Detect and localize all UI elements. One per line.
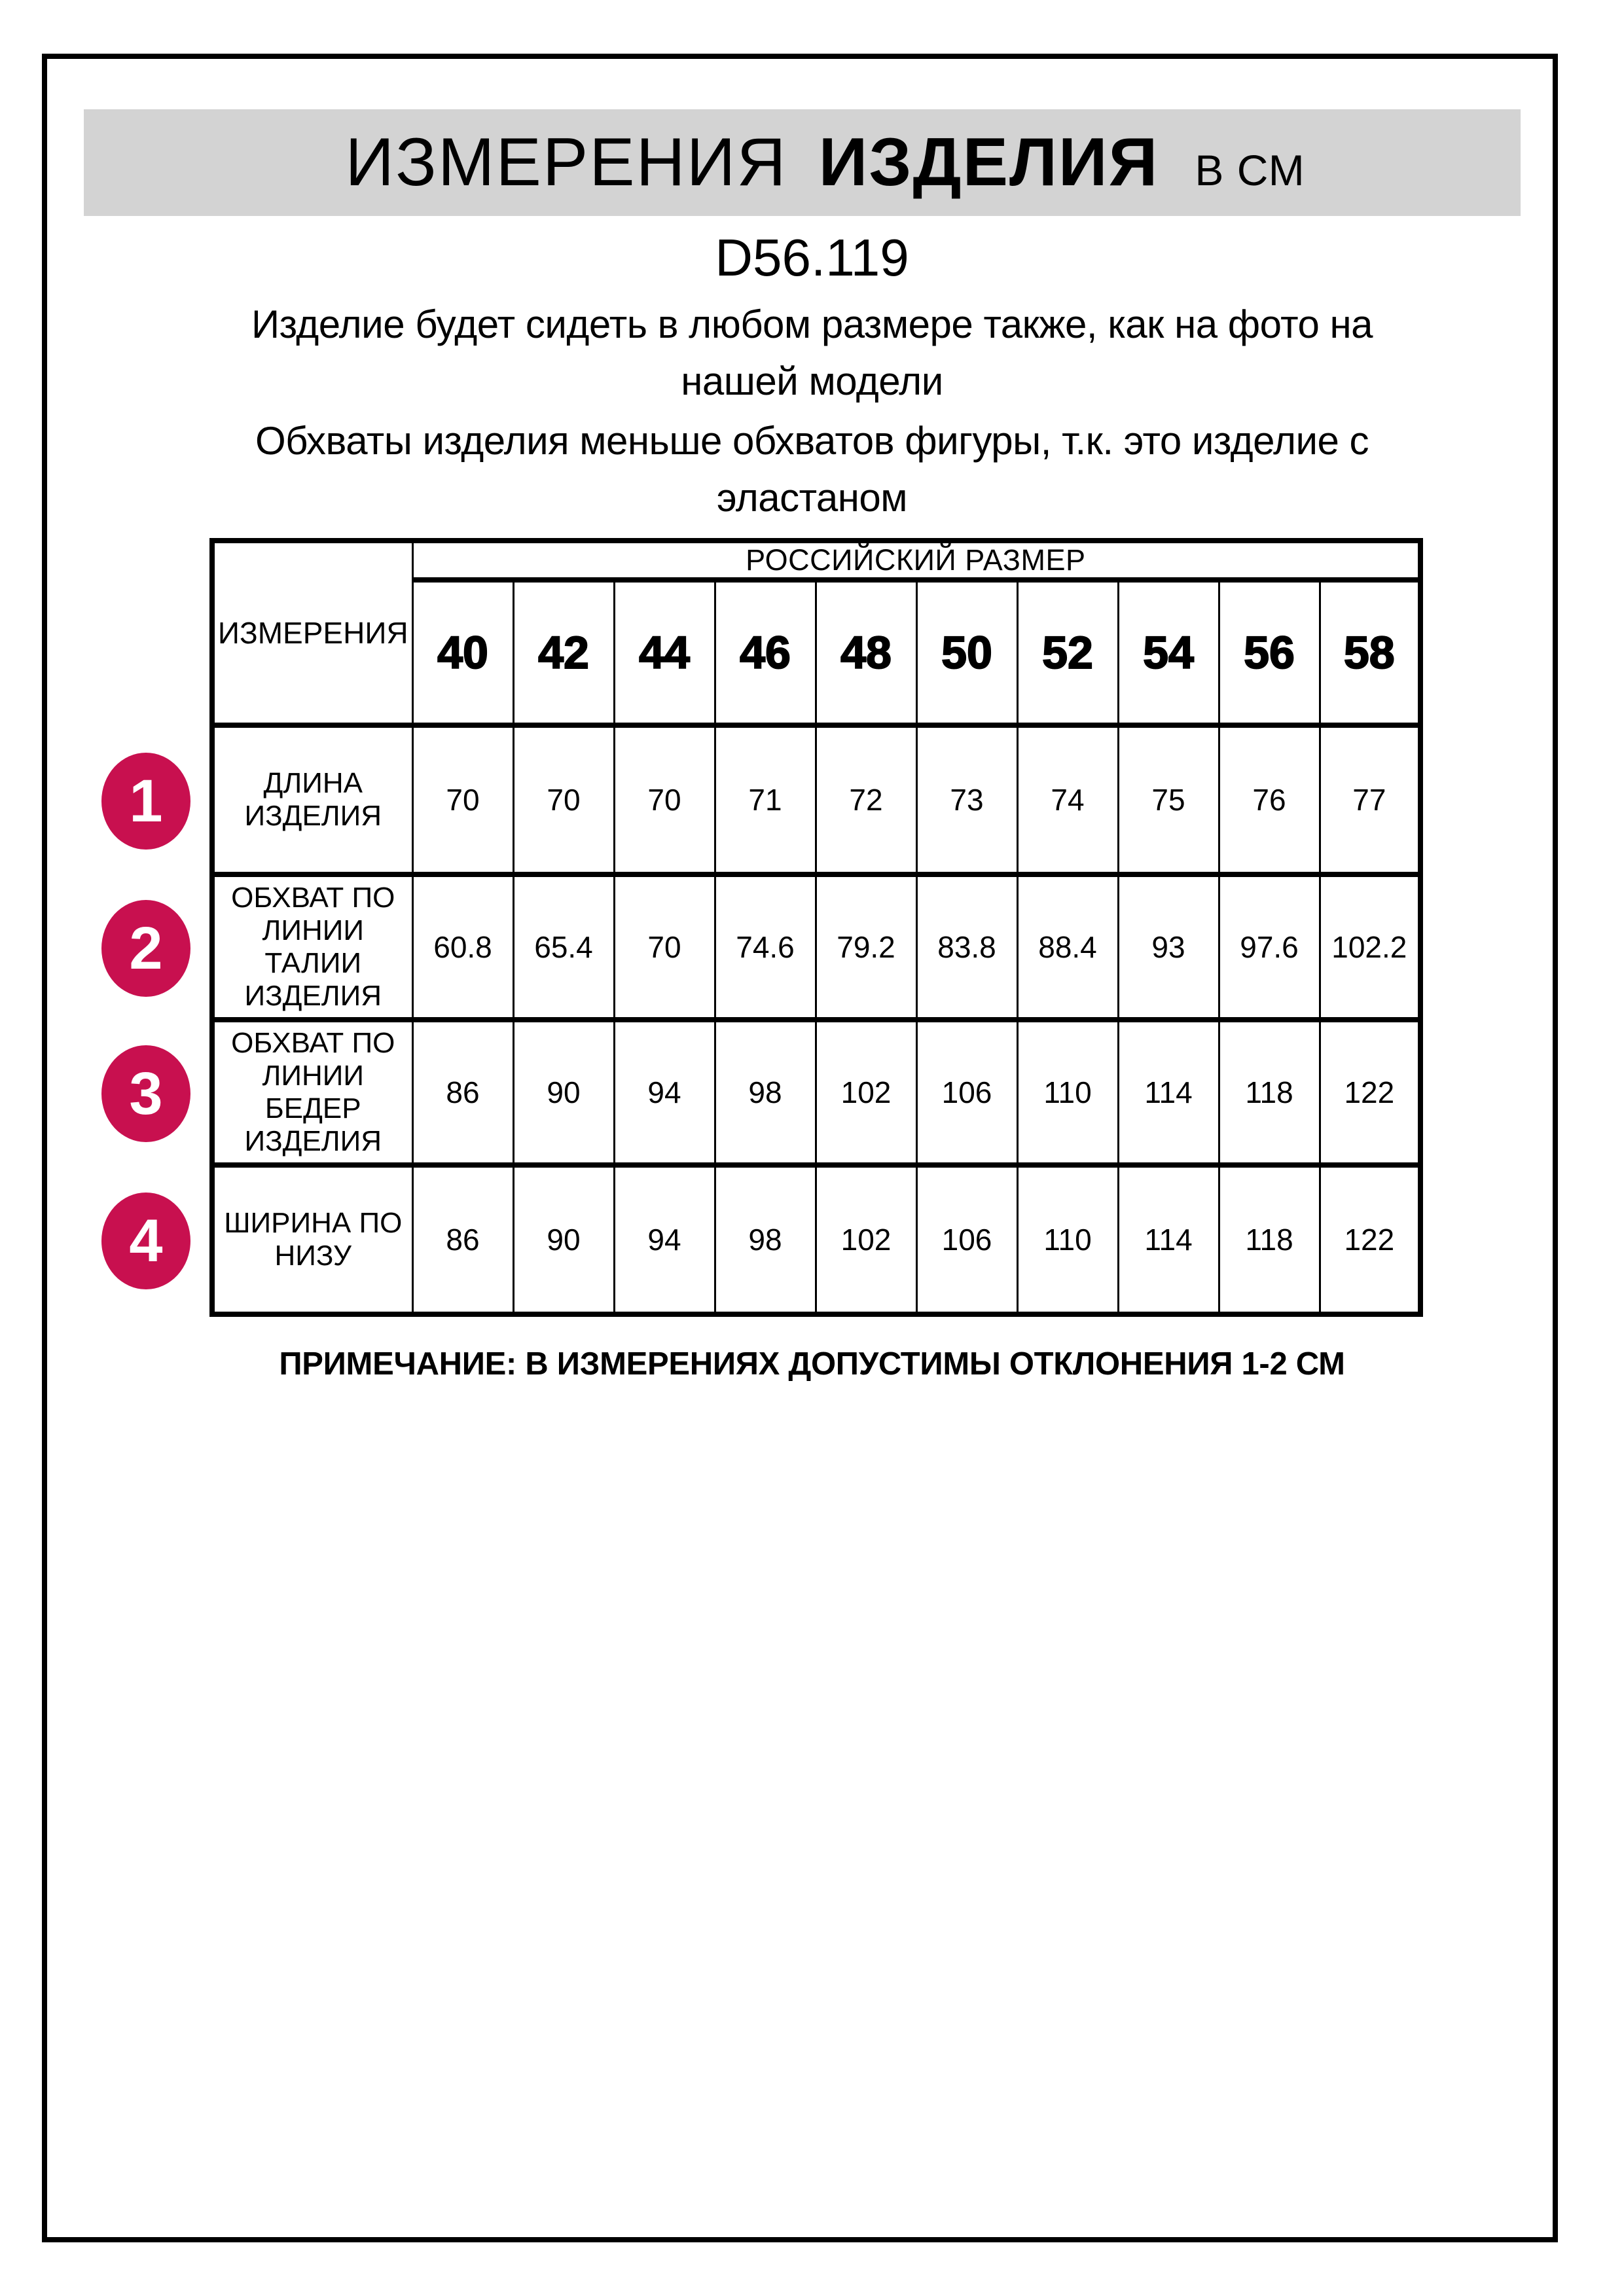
table-header-group-row (212, 541, 1420, 580)
size-header-cell: 56 (1219, 580, 1320, 725)
row-label: ДЛИНА ИЗДЕЛИЯ (212, 725, 412, 874)
value-cell: 97.6 (1219, 874, 1320, 1020)
intro-elastane-note: Обхваты изделия меньше обхватов фигуры, т.к. это изделие с эластаном (255, 419, 1369, 520)
value-cell: 122 (1320, 1020, 1420, 1165)
size-header-cell: 52 (1017, 580, 1118, 725)
product-code: D56.119 (715, 228, 909, 287)
value-cell: 70 (614, 725, 715, 874)
value-cell: 118 (1219, 1165, 1320, 1314)
row-number-badge-3: 3 (101, 1045, 190, 1142)
page-title (345, 124, 1305, 202)
value-cell: 110 (1017, 1165, 1118, 1314)
value-cell: 90 (513, 1165, 614, 1314)
value-cell: 71 (715, 725, 816, 874)
value-cell: 98 (715, 1165, 816, 1314)
value-cell: 106 (916, 1165, 1017, 1314)
value-cell: 86 (412, 1020, 513, 1165)
value-cell: 88.4 (1017, 874, 1118, 1020)
intro-fit-note: Изделие будет сидеть в любом размере также, как на фото на нашей модели (251, 302, 1373, 403)
value-cell: 75 (1118, 725, 1219, 874)
size-header-cell: 54 (1118, 580, 1219, 725)
value-cell: 73 (916, 725, 1017, 874)
value-cell: 60.8 (412, 874, 513, 1020)
value-cell: 94 (614, 1165, 715, 1314)
value-cell: 93 (1118, 874, 1219, 1020)
table-row-hips (212, 1020, 1420, 1165)
value-cell: 94 (614, 1020, 715, 1165)
title-product: ИЗДЕЛИЯ (818, 124, 1159, 200)
row-label: ОБХВАТ ПО ЛИНИИ ТАЛИИ ИЗДЕЛИЯ (212, 874, 412, 1020)
table-row-bottom-width (212, 1165, 1420, 1314)
value-cell: 77 (1320, 725, 1420, 874)
size-header-cell: 42 (513, 580, 614, 725)
value-cell: 74 (1017, 725, 1118, 874)
title-bar (84, 109, 1521, 216)
value-cell: 98 (715, 1020, 816, 1165)
value-cell: 90 (513, 1020, 614, 1165)
value-cell: 72 (816, 725, 916, 874)
value-cell: 70 (614, 874, 715, 1020)
value-cell: 118 (1219, 1020, 1320, 1165)
size-header-cell: 40 (412, 580, 513, 725)
value-cell: 114 (1118, 1020, 1219, 1165)
size-header-cell: 48 (816, 580, 916, 725)
size-header-cell: 50 (916, 580, 1017, 725)
value-cell: 79.2 (816, 874, 916, 1020)
value-cell: 70 (513, 725, 614, 874)
size-header-cell: 58 (1320, 580, 1420, 725)
value-cell: 83.8 (916, 874, 1017, 1020)
row-number-badge-2: 2 (101, 900, 190, 997)
size-group-header-cell: РОССИЙСКИЙ РАЗМЕР (412, 541, 1420, 580)
value-cell: 102 (816, 1020, 916, 1165)
value-cell: 102 (816, 1165, 916, 1314)
title-units: В СМ (1195, 146, 1305, 194)
row-label: ШИРИНА ПО НИЗУ (212, 1165, 412, 1314)
row-label: ОБХВАТ ПО ЛИНИИ БЕДЕР ИЗДЕЛИЯ (212, 1020, 412, 1165)
size-table (209, 538, 1423, 1317)
row-number-badge-4: 4 (101, 1193, 190, 1289)
value-cell: 114 (1118, 1165, 1219, 1314)
value-cell: 86 (412, 1165, 513, 1314)
row-number-badge-1: 1 (101, 753, 190, 850)
value-cell: 110 (1017, 1020, 1118, 1165)
value-cell: 106 (916, 1020, 1017, 1165)
table-row-length (212, 725, 1420, 874)
table-row-waist (212, 874, 1420, 1020)
title-measurements: ИЗМЕРЕНИЯ (345, 124, 787, 200)
corner-header-cell: ИЗМЕРЕНИЯ (212, 541, 412, 725)
tolerance-note: ПРИМЕЧАНИЕ: В ИЗМЕРЕНИЯХ ДОПУСТИМЫ ОТКЛОНЕНИЯ 1-2 СМ (279, 1346, 1345, 1382)
value-cell: 74.6 (715, 874, 816, 1020)
value-cell: 122 (1320, 1165, 1420, 1314)
size-header-cell: 44 (614, 580, 715, 725)
value-cell: 70 (412, 725, 513, 874)
size-header-cell: 46 (715, 580, 816, 725)
value-cell: 76 (1219, 725, 1320, 874)
value-cell: 65.4 (513, 874, 614, 1020)
value-cell: 102.2 (1320, 874, 1420, 1020)
